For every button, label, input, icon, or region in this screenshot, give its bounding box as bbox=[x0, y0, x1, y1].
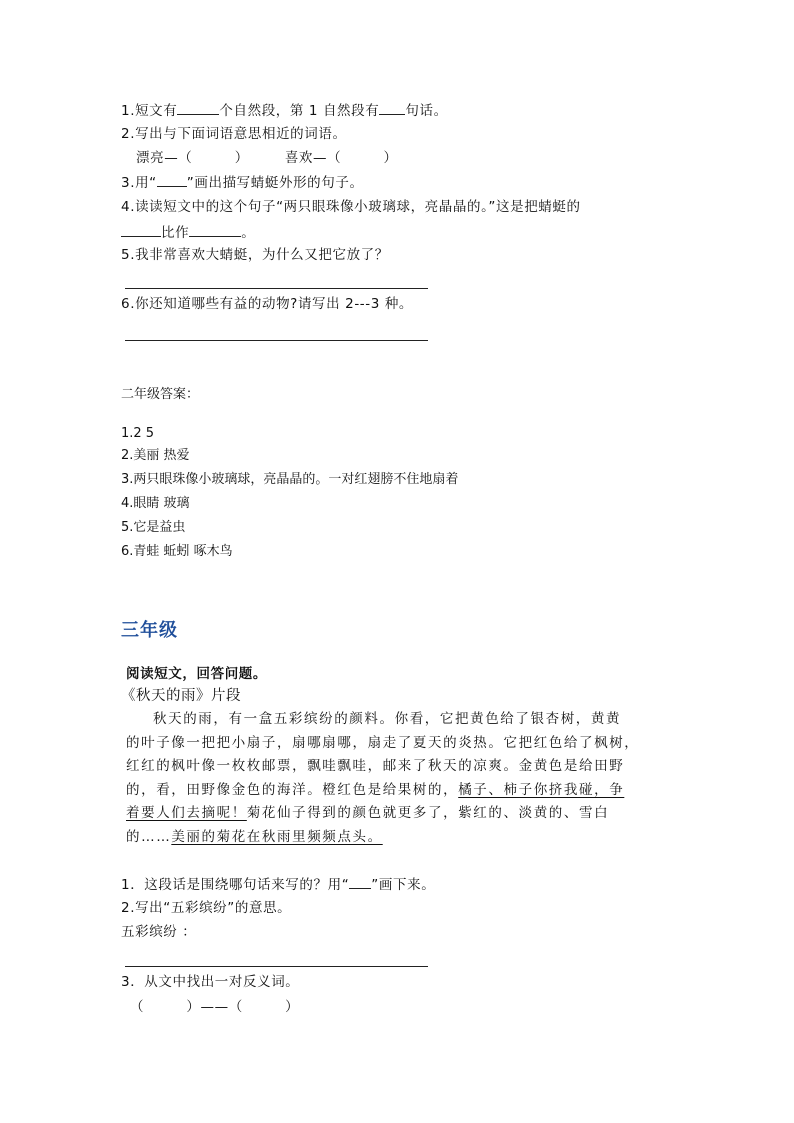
passage-line bbox=[126, 802, 671, 826]
answer-4: 4.眼睛 玻璃 bbox=[121, 496, 190, 511]
answer-blank bbox=[379, 100, 405, 115]
passage-title: 《秋天的雨》片段 bbox=[121, 688, 241, 704]
q4-text-b: 比作 bbox=[161, 225, 190, 241]
question-2-words bbox=[136, 148, 398, 168]
passage-line: 红红的枫叶像一枚枚邮票，飘哇飘哇，邮来了秋天的凉爽。金黄色是给田野 bbox=[126, 758, 625, 774]
grade3-question-1 bbox=[121, 874, 435, 895]
passage-line bbox=[126, 826, 671, 850]
underline-sample bbox=[157, 172, 187, 187]
q4-text-c: 。 bbox=[241, 225, 256, 241]
answer-line bbox=[125, 966, 428, 967]
answer-blank bbox=[189, 222, 241, 237]
question-6: 6.你还知道哪些有益的动物?请写出 2---3 种。 bbox=[121, 296, 414, 312]
answer-blank bbox=[177, 100, 219, 115]
answer-line bbox=[125, 340, 428, 341]
answer-5: 5.它是益虫 bbox=[121, 520, 186, 535]
answers-title: 二年级答案： bbox=[121, 387, 200, 402]
question-1 bbox=[121, 100, 448, 121]
passage-line: 秋天的雨，有一盒五彩缤纷的颜料。你看，它把黄色给了银杏树，黄黄 bbox=[153, 711, 622, 727]
passage-line: 的叶子像一把把小扇子，扇哪扇哪，扇走了夏天的炎热。它把红色给了枫树， bbox=[126, 734, 640, 751]
passage-text: 的，看，田野像金色的海洋。橙红色是给果树的， bbox=[126, 781, 459, 798]
underlined-text: 橘子、柿子你挤我碰，争 bbox=[458, 781, 625, 798]
q1-text-b: 个自然段，第 1 自然段有 bbox=[219, 103, 380, 119]
answer-6: 6.青蛙 蚯蚓 啄木鸟 bbox=[121, 544, 233, 559]
grade3-instruction: 阅读短文，回答问题。 bbox=[126, 666, 267, 682]
answer-1: 1.2 5 bbox=[121, 426, 155, 441]
g3q1-text-a: 1．这段话是围绕哪句话来写的？用“ bbox=[121, 877, 350, 893]
underline-sample bbox=[349, 874, 371, 889]
question-5: 5.我非常喜欢大蜻蜓，为什么又把它放了？ bbox=[121, 247, 389, 263]
passage-text: 的…… bbox=[126, 828, 172, 845]
passage-text: 菊花仙子得到的颜色就更多了，紫红的、淡黄的、雪白 bbox=[246, 805, 610, 821]
answer-3: 3.两只眼珠像小玻璃球，亮晶晶的。一对红翅膀不住地扇着 bbox=[121, 472, 459, 487]
question-2: 2.写出与下面词语意思相近的词语。 bbox=[121, 126, 347, 142]
word-pretty: 漂亮—（ ） bbox=[136, 150, 249, 166]
underlined-text: 着要人们去摘呢！ bbox=[126, 805, 247, 821]
q3-text-a: 3.用“ bbox=[121, 175, 157, 191]
question-4-cont bbox=[121, 222, 255, 243]
passage-line bbox=[126, 779, 671, 803]
grade3-question-3: 3．从文中找出一对反义词。 bbox=[121, 974, 300, 990]
underlined-text: 美丽的菊花在秋雨里频频点头。 bbox=[171, 828, 383, 845]
grade3-question-3-blank: （ ）——（ ） bbox=[130, 999, 300, 1015]
grade3-question-2-label: 五彩缤纷 ： bbox=[121, 924, 197, 940]
question-4: 4.读读短文中的这个句子“两只眼珠像小玻璃球，亮晶晶的。”这是把蜻蜓的 bbox=[121, 199, 581, 215]
grade3-heading: 三年级 bbox=[121, 620, 178, 641]
word-like: 喜欢—（ ） bbox=[284, 150, 398, 166]
q1-text-a: 1.短文有 bbox=[121, 103, 178, 119]
g3q1-text-b: ”画下来。 bbox=[371, 877, 436, 893]
answer-2: 2.美丽 热爱 bbox=[121, 448, 190, 463]
answer-line bbox=[125, 288, 428, 289]
answer-blank bbox=[121, 222, 161, 237]
question-3 bbox=[121, 172, 364, 193]
q1-text-c: 句话。 bbox=[405, 103, 448, 119]
grade3-question-2: 2.写出“五彩缤纷”的意思。 bbox=[121, 900, 292, 916]
q3-text-b: ”画出描写蜻蜓外形的句子。 bbox=[186, 175, 364, 191]
passage bbox=[126, 708, 671, 849]
